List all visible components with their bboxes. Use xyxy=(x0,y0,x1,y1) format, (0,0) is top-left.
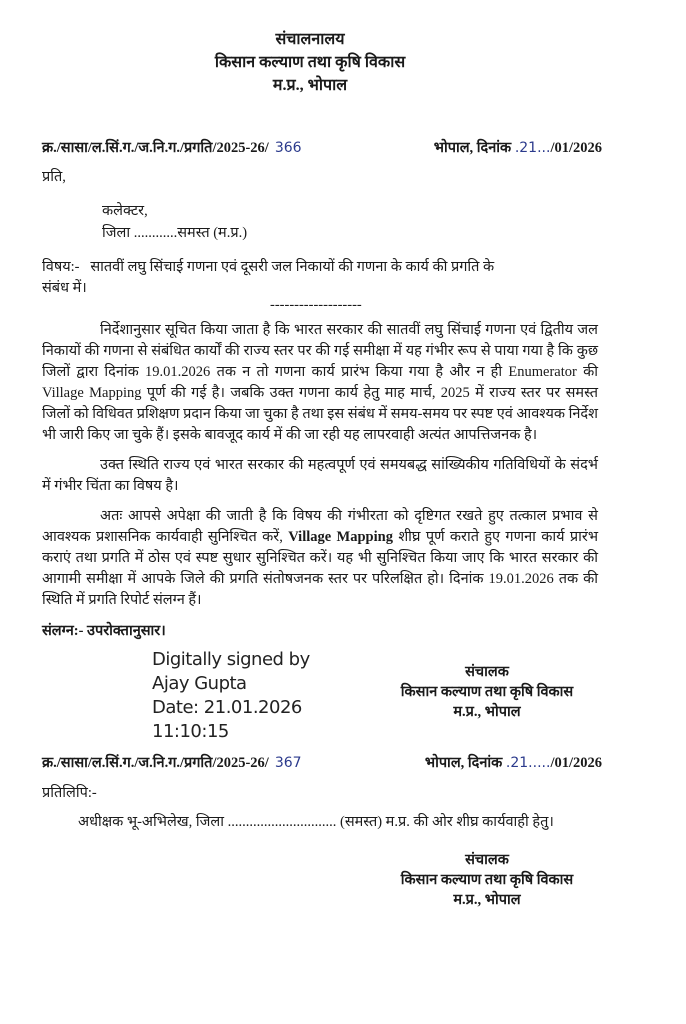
letter-body xyxy=(42,320,598,611)
signatory-dept: किसान कल्याण तथा कृषि विकास xyxy=(400,684,574,700)
separator: ------------------- xyxy=(270,297,362,313)
paragraph-3-part-a: अतः आपसे अपेक्षा की जाती है कि विषय की गंभीरता को दृष्टिगत रखते हुए तत्काल प्रभाव से आवश्यक प्रशासनिक कार्यवाही सुनिश्चित करें, xyxy=(42,508,598,545)
paragraph-3-bold: Village Mapping xyxy=(288,529,393,545)
subject-text: सातवीं लघु सिंचाई गणना एवं दूसरी जल निकायों की गणना के कार्य की प्रगति के xyxy=(90,259,495,275)
signatory-top xyxy=(372,662,602,722)
digital-signature xyxy=(152,648,310,744)
date-rest: /01/2026 xyxy=(550,140,602,156)
letterhead xyxy=(0,28,620,97)
letterhead-place: म.प्र., भोपाल xyxy=(272,77,348,94)
signatory-title: संचालक xyxy=(465,852,509,868)
handwritten-number: 366 xyxy=(274,140,302,156)
recipient-line-2: जिला ............समस्त (म.प्र.) xyxy=(102,225,248,241)
letter-flow xyxy=(42,320,602,930)
signature-row xyxy=(42,648,602,744)
paragraph-2: उक्त स्थिति राज्य एवं भारत सरकार की महत्वपूर्ण एवं समयबद्ध सांख्यिकीय गतिविधियों के संदर्भ में गंभीर चिंता का विषय है। xyxy=(42,457,598,494)
recipient xyxy=(102,200,247,244)
subject-label: विषय:- xyxy=(42,259,80,275)
subject xyxy=(42,257,602,299)
paragraph-3 xyxy=(42,506,598,611)
reference-line-2 xyxy=(42,752,602,772)
letterhead-department: किसान कल्याण तथा कृषि विकास xyxy=(214,54,406,71)
handwritten-number-2: 367 xyxy=(274,755,302,771)
digital-signature-name: Ajay Gupta xyxy=(152,673,247,694)
copy-text: अधीक्षक भू-अभिलेख, जिला .............................. (समस्त) म.प्र. की ओर शीघ्र कार्यवाही हेतु। xyxy=(78,814,554,830)
enclosure: संलग्न:- उपरोक्तानुसार। xyxy=(42,623,166,639)
date-rest-2: /01/2026 xyxy=(550,755,602,771)
place-date-label-2: भोपाल, दिनांक xyxy=(424,755,503,771)
paragraph-3-part-b: शीघ्र पूर्ण कराते हुए गणना कार्य प्रारंभ कराएं तथा प्रगति में ठोस एवं स्पष्ट सुधार सुनिश्चित करें। यह भी सुनिश्चित किया जाए कि भारत सरकार की आगामी समीक्षा में आपके जिले की प्रगति संतोषजनक स्तर पर परिलक्षित हो। दिनांक 19.01.2026 तक की स्थिति में प्रगति रिपोर्ट संलग्न हैं। xyxy=(42,529,599,608)
signatory-bottom-row xyxy=(42,850,602,910)
paragraph-1: निर्देशानुसार सूचित किया जाता है कि भारत सरकार की सातवीं लघु सिंचाई गणना एवं द्वितीय जल निकायों की गणना से संबंधित कार्यों की राज्य स्तर पर की गई समीक्षा में यह गंभीर रूप से पाया गया है कि कुछ जिलों द्वारा दिनांक 19.01.2026 तक न तो गणना कार्य प्रारंभ किया गया है और न ही Enumerator की Village Mapping पूर्ण की गई है। जबकि उक्त गणना कार्य हेतु माह मार्च, 2025 में राज्य स्तर पर समस्त जिलों को विधिवत प्रशिक्षण प्रदान किया जा चुका है तथा इस संबंध में समय-समय पर स्पष्ट एवं आवश्यक निर्देश भी जारी किए जा चुके हैं। इसके बावजूद कार्य में की जा रही यह लापरवाही अत्यंत आपत्तिजनक है। xyxy=(42,322,598,443)
prati-label: प्रति, xyxy=(42,169,66,185)
signatory-place: म.प्र., भोपाल xyxy=(453,704,521,720)
signatory-dept: किसान कल्याण तथा कृषि विकास xyxy=(400,872,574,888)
reference-number: क्र./सासा/ल.सिं.ग./ज.नि.ग./प्रगति/2025-26/ xyxy=(42,140,269,156)
signatory-place: म.प्र., भोपाल xyxy=(453,892,521,908)
digital-signature-line-1: Digitally signed by xyxy=(152,649,310,670)
place-date-label: भोपाल, दिनांक xyxy=(433,140,512,156)
signatory-title: संचालक xyxy=(465,664,509,680)
copy-label: प्रतिलिपि:- xyxy=(42,785,97,801)
handwritten-day: .21... xyxy=(514,140,551,156)
signatory-bottom xyxy=(372,850,602,910)
subject-text-2: संबंध में। xyxy=(42,280,87,296)
digital-signature-time: 11:10:15 xyxy=(152,721,229,742)
handwritten-day-2: .21..... xyxy=(505,755,551,771)
reference-number-2: क्र./सासा/ल.सिं.ग./ज.नि.ग./प्रगति/2025-26/ xyxy=(42,755,269,771)
reference-line xyxy=(42,137,602,157)
letterhead-office: संचालनालय xyxy=(275,31,345,48)
digital-signature-date: Date: 21.01.2026 xyxy=(152,697,302,718)
recipient-line-1: कलेक्टर, xyxy=(102,203,148,219)
